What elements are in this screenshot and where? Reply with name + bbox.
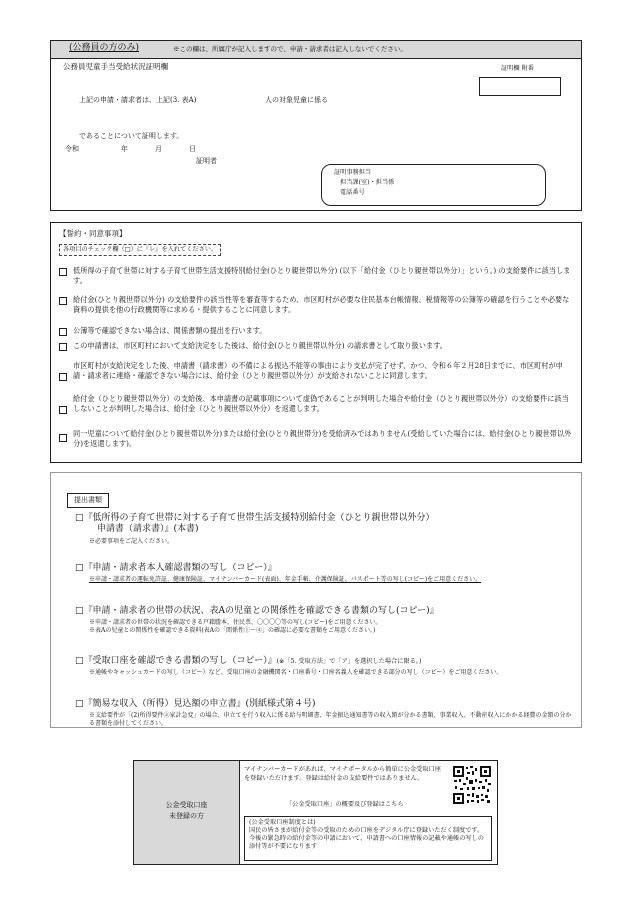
doc-title-4[interactable]: □『受取口座を確認できる書類の写し（コピー）』 — [75, 656, 277, 666]
date-year: 年 — [121, 145, 128, 153]
stamp-number-field[interactable] — [479, 77, 561, 96]
unregistered-label-panel — [134, 761, 240, 864]
doc-note-3a: ※申請・請求者の世帯の状況を確認できる戸籍謄本、住民票、〇〇〇〇等の写し(コピー)をご用意ください。 — [89, 619, 382, 627]
doc-title-2[interactable]: □『申請・請求者本人確認書類の写し（コピー）』 — [75, 563, 277, 573]
doc-note-2: ※申請・請求者の運転免許証、健康保険証、マイナンバーカード(表面)、年金手帳、介護保険証、パスポート等の写し(コピー)をご用意ください。 — [89, 576, 482, 584]
doc-item-4 — [75, 656, 575, 677]
civil-servant-tag: (公務員の方のみ) — [69, 43, 140, 53]
pledge-checkbox-1[interactable] — [59, 268, 67, 276]
cert-line1-a: 上記の申請・請求者は、上記(3. 表A) — [79, 96, 197, 104]
pledge-text-2: 給付金(ひとり親世帯以外分) の支給要件の該当性等を審査等するため、市区町村が必要な住民基本台帳情報、税情報等の公簿等の確認を行うことや必要な資料の提供を他の行政機関等に求める・提供することに同意します。 — [73, 295, 570, 314]
pledge-item-4 — [57, 341, 572, 359]
pledge-checkbox-2[interactable] — [59, 297, 67, 305]
unregistered-label-1: 公金受取口座 — [165, 801, 208, 809]
public-account-box-body: 国民の皆さまが給付金等の受取のための口座をデジタル庁に登録いただく制度です。今後の緊急時の給付金等の申請において、申請書への口座情報の記載や通帳の写しの添付等が不要になります — [249, 826, 484, 851]
doc-title-1[interactable]: □『低所得の子育て世帯に対する子育て世帯生活支援特別給付金（ひとり親世帯以外分） — [75, 513, 435, 523]
doc-note-5: ※支給要件が「(2)所得要件②家計急変」の場合、申立てを行う収入に係る給与明細書、年金振込通知書等の収入額が分かる書類、事業収入、不動産収入にかかる経費の金額の分かる書類を添付してください。 — [89, 712, 572, 728]
pledge-heading: 【誓約・同意事項】 — [59, 229, 127, 238]
contact-line1: 証明事務担当 — [334, 169, 372, 176]
unregistered-label-2: 未登録の方 — [169, 812, 204, 820]
doc-note-3b: ※表Aの児童との関係性を確認できる資料(表Aの「関係性①～④」の確認に必要な書類をご用意ください。) — [89, 627, 376, 635]
required-documents-section — [50, 472, 582, 728]
cert-line1-b: 人の対象児童に係る — [265, 96, 328, 104]
public-account-section — [133, 760, 498, 865]
doc-item-5 — [75, 699, 575, 728]
pledge-item-6 — [57, 394, 572, 428]
pledge-checkbox-4[interactable] — [59, 343, 67, 351]
pledge-checkbox-3[interactable] — [59, 328, 67, 336]
date-day: 日 — [189, 145, 196, 153]
required-documents-heading: 提出書類 — [67, 493, 109, 508]
doc-title-3[interactable]: □『申請・請求者の世帯の状況、表Aの児童との関係性を確認できる書類の写し(コピー)』 — [75, 606, 439, 616]
doc-item-3 — [75, 606, 575, 635]
cert-line2: であることについて証明します。 — [79, 132, 184, 140]
pledge-checkbox-7[interactable] — [59, 434, 67, 442]
mynumber-link-text[interactable]: 「公金受取口座」の概要及び登録はこちら — [286, 801, 404, 808]
pledge-text-3: 公簿等で確認できない場合は、関係書類の提出を行います。 — [73, 326, 267, 335]
doc-item-1 — [75, 513, 575, 546]
pledge-item-5 — [57, 361, 572, 395]
public-account-system-box — [244, 816, 492, 861]
pledge-item-1 — [57, 266, 572, 292]
stamp-label: 証明欄 附番 — [501, 65, 534, 72]
pledge-text-5: 市区町村が支給決定をした後、申請書（請求書）の不備による振込不能等の事由により支払が完了せず、かつ、令和６年２月28日までに、市区町村が申請・請求者に連絡・確認できない場合には、給付金（ひとり親世帯以外分）が支給されないことに同意します。 — [73, 361, 563, 380]
contact-line3: 電話番号 — [340, 189, 365, 196]
pledge-section — [50, 222, 582, 463]
doc-note-4: ※通帳やキャッシュカードの写し（コピー）など、受取口座の金融機関名・口座番号・口座名義人を確認できる部分の写し（コピー）をご用意ください。 — [89, 669, 503, 677]
certifier-label: 証明者 — [196, 157, 217, 165]
pledge-text-7: 同一児童について給付金(ひとり親世帯以外分)または給付金(ひとり親世帯分)を受給済みではありません(受給していた場合には、給付金(ひとり親世帯以外分)を返還します)。 — [73, 429, 572, 448]
pledge-text-6: 給付金（ひとり親世帯以外分）の支給後、本申請書の記載事項について虚偽であることが判明した場合や給付金（ひとり親世帯以外分）の支給要件に該当しないことが判明した場合は、給付金（ひとり親世帯以外分）を返還します。 — [73, 394, 569, 413]
pledge-text-4: この申請書は、市区町村において支給決定をした後は、給付金(ひとり親世帯以外分) の請求書として取り扱います。 — [73, 341, 447, 350]
pledge-item-2 — [57, 295, 572, 323]
doc-title-4-cond: (※「5. 受取方法」で「ア」を選択した場合に限る。) — [276, 658, 422, 665]
contact-bracket — [321, 164, 546, 206]
pledge-item-3 — [57, 326, 572, 338]
doc-note-1: ※必要事項をご記入ください。 — [89, 537, 174, 545]
pledge-item-7 — [57, 429, 572, 455]
civil-servant-note: ※この欄は、所属庁が記入しますので、申請・請求者は記入しないでください。 — [173, 45, 407, 53]
doc-title-5[interactable]: □『簡易な収入（所得）見込額の申立書』(別紙様式第４号) — [75, 699, 316, 709]
pledge-text-1: 低所得の子育て世帯に対する子育て世帯生活支援特別給付金(ひとり親世帯以外分) (以下「給付金（ひとり親世帯以外分）」という。) の支給要件に該当します。 — [73, 266, 571, 285]
mynumber-info: マイナンバーカードがあれば、マイナポータルから簡単に公金受取口座を登録いただけます。登録は給付金の支給要件ではありません。 — [244, 766, 441, 782]
certification-title: 公務員児童手当受給状況証明欄 — [63, 62, 168, 71]
qr-code-icon[interactable] — [452, 765, 492, 805]
date-era: 令和 — [65, 145, 79, 153]
public-account-box-title: (公金受取口座制度とは) — [249, 819, 316, 826]
doc-title-1b: 申請書（請求書）』(本書) — [97, 524, 199, 535]
date-month: 月 — [155, 145, 162, 153]
pledge-checkbox-5[interactable] — [59, 373, 67, 381]
pledge-checkbox-6[interactable] — [59, 406, 67, 414]
doc-item-2 — [75, 563, 575, 584]
contact-line2: 担当課(室)・担当係 — [340, 179, 395, 186]
civil-servant-section — [50, 40, 582, 211]
pledge-instruction: 各項目のチェック欄（□）に『レ』を入れてください。 — [59, 244, 221, 256]
civil-servant-header — [51, 41, 581, 59]
